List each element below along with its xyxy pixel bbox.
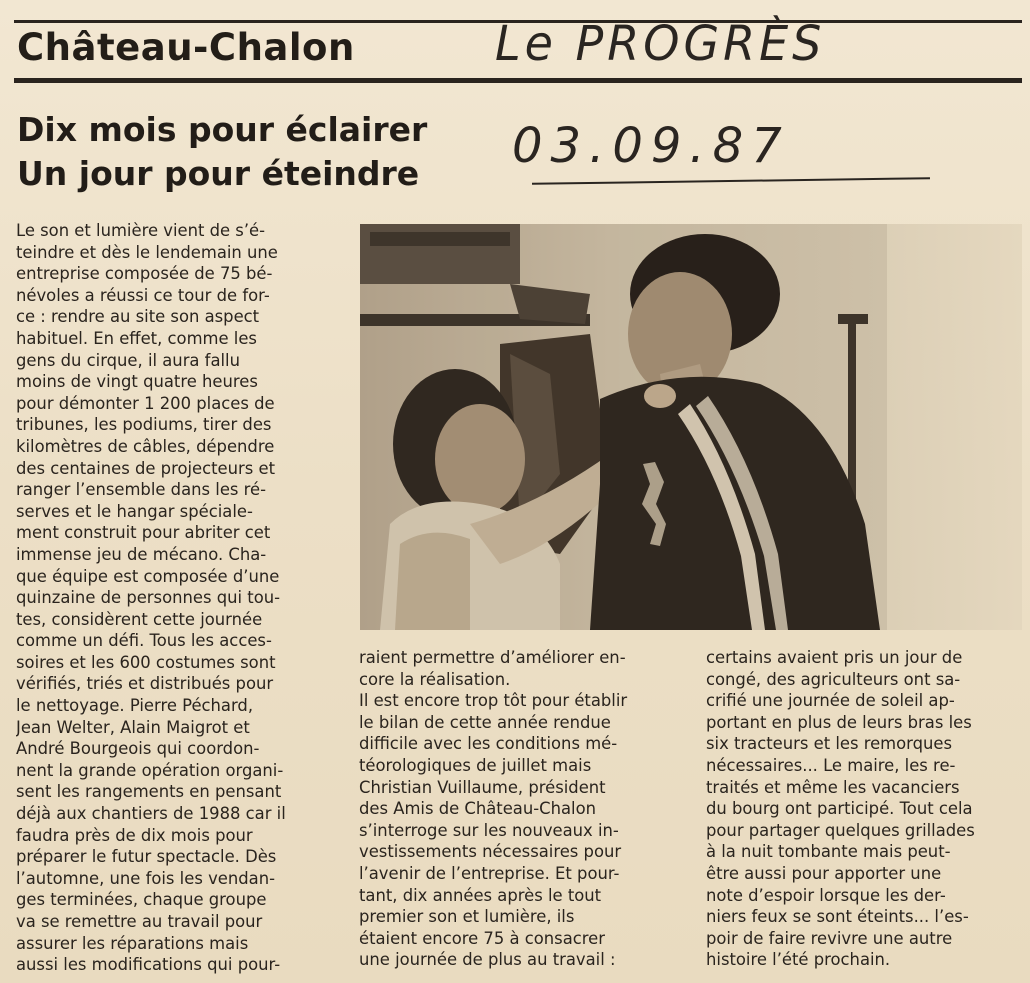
article-line: ment construit pour abriter cet [16, 523, 271, 543]
article-line: du bourg ont participé. Tout cela [706, 799, 973, 819]
article-line: étaient encore 75 à consacrer [359, 928, 605, 948]
article-line: traités et même les vacanciers [706, 777, 960, 797]
article-line: tes, considèrent cette journée [16, 609, 263, 629]
article-line: ges terminées, chaque groupe [16, 890, 267, 910]
article-line: raient permettre d’améliorer en- [359, 648, 626, 667]
article-line: le nettoyage. Pierre Péchard, [16, 696, 254, 716]
article-line: vestissements nécessaires pour [359, 842, 622, 862]
article-line: gens du cirque, il aura fallu [16, 350, 240, 370]
article-line: comme un défi. Tous les acces- [16, 631, 272, 651]
article-line: assurer les réparations mais [16, 933, 249, 953]
handwritten-date: 03.09.87 [512, 118, 790, 174]
article-line: niers feux se sont éteints... l’es- [706, 907, 969, 927]
article-photo [360, 224, 887, 630]
article-line: teindre et dès le lendemain une [16, 242, 278, 262]
article-line: téorologiques de juillet mais [359, 755, 592, 775]
article-line: crifié une journée de soleil ap- [706, 691, 955, 711]
article-line: tant, dix années après le tout [359, 885, 602, 905]
article-line: être aussi pour apporter une [706, 863, 942, 883]
headline-line-1: Dix mois pour éclairer [17, 110, 428, 149]
article-line: Il est encore trop tôt pour établir [359, 691, 628, 711]
article-line: vérifiés, triés et distribués pour [16, 674, 274, 694]
article-line: note d’espoir lorsque les der- [706, 885, 946, 905]
header-rule-bottom [14, 78, 1022, 83]
article-line: portant en plus de leurs bras les [706, 712, 972, 732]
headline-line-2: Un jour pour éteindre [17, 154, 420, 193]
article-line: le bilan de cette année rendue [359, 712, 611, 732]
article-line: quinzaine de personnes qui tou- [16, 588, 281, 608]
article-column-1 [16, 220, 331, 976]
article-line: certains avaient pris un jour de [706, 648, 963, 667]
article-line: l’automne, une fois les vendan- [16, 868, 275, 888]
article-line: pour démonter 1 200 places de [16, 393, 275, 413]
article-line: moins de vingt quatre heures [16, 372, 258, 392]
article-line: habituel. En effet, comme les [16, 328, 257, 348]
article-line: va se remettre au travail pour [16, 912, 263, 931]
article-line: tribunes, les podiums, tirer des [16, 415, 272, 435]
article-line: l’avenir de l’entreprise. Et pour- [359, 863, 620, 883]
article-line: déjà aux chantiers de 1988 car il [16, 804, 286, 824]
article-line: s’interroge sur les nouveaux in- [359, 820, 619, 840]
photo-edge-bleed [887, 224, 1022, 630]
article-line: nécessaires... Le maire, les re- [706, 755, 956, 775]
article-line: serves et le hangar spéciale- [16, 501, 253, 521]
article-line: immense jeu de mécano. Cha- [16, 544, 267, 564]
article-line: core la réalisation. [359, 669, 511, 689]
photo-illustration [360, 224, 887, 630]
article-line: soires et les 600 costumes sont [16, 652, 276, 672]
headline [17, 108, 427, 196]
article-line: à la nuit tombante mais peut- [706, 842, 951, 862]
article-line: sent les rangements en pensant [16, 782, 282, 802]
article-line: Christian Vuillaume, président [359, 777, 606, 797]
article-line: névoles a réussi ce tour de for- [16, 285, 270, 305]
article-line: faudra près de dix mois pour [16, 825, 253, 845]
article-line: que équipe est composée d’une [16, 566, 280, 586]
article-line: des centaines de projecteurs et [16, 458, 276, 478]
article-line: congé, des agriculteurs ont sa- [706, 669, 961, 689]
article-column-2 [359, 647, 676, 971]
article-line: aussi les modifications qui pour- [16, 955, 281, 975]
article-line: André Bourgeois qui coordon- [16, 739, 260, 759]
article-line: premier son et lumière, ils [359, 907, 575, 927]
article-line: ce : rendre au site son aspect [16, 307, 260, 327]
article-line: une journée de plus au travail : [359, 950, 616, 970]
article-line: entreprise composée de 75 bé- [16, 264, 273, 284]
article-line: kilomètres de câbles, dépendre [16, 436, 275, 456]
article-line: ranger l’ensemble dans les ré- [16, 480, 267, 500]
article-line: préparer le futur spectacle. Dès [16, 847, 277, 867]
article-line: six tracteurs et les remorques [706, 734, 953, 754]
article-line: Jean Welter, Alain Maigrot et [16, 717, 250, 737]
article-line: poir de faire revivre une autre [706, 928, 953, 948]
article-line: pour partager quelques grillades [706, 820, 975, 840]
article-line: des Amis de Château-Chalon [359, 799, 596, 819]
article-column-3 [706, 647, 1020, 971]
newspaper-masthead-handwritten: Le PROGRÈS [495, 14, 826, 72]
article-line: histoire l’été prochain. [706, 950, 891, 970]
article-line: difficile avec les conditions mé- [359, 734, 618, 754]
article-line: nent la grande opération organi- [16, 760, 284, 780]
section-title: Château-Chalon [17, 26, 355, 69]
article-line: Le son et lumière vient de s’é- [16, 221, 266, 240]
